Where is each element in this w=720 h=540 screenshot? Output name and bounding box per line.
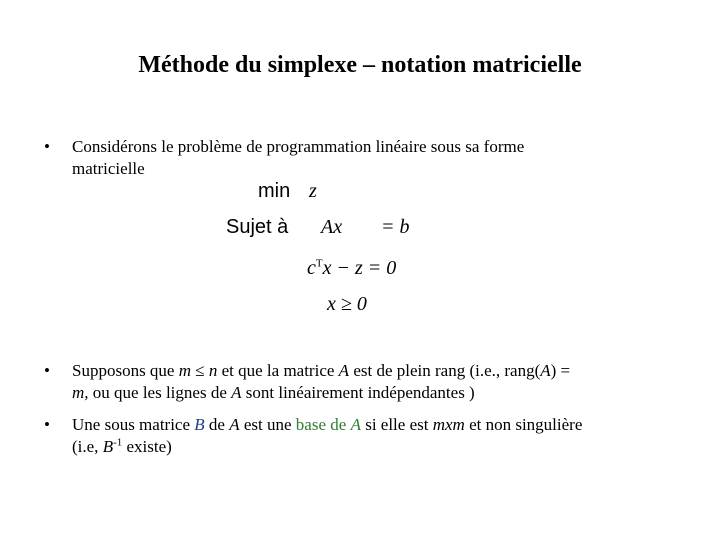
- base-de-A-highlight: [296, 415, 361, 434]
- text-span: ou que les lignes de: [88, 383, 232, 402]
- objective-variable: z: [309, 180, 317, 202]
- math-A: A: [350, 415, 361, 434]
- text-span: si elle est: [360, 415, 433, 434]
- math-A: A: [338, 361, 350, 380]
- inverse-superscript: -1: [113, 436, 123, 449]
- text-span: existe): [122, 437, 172, 456]
- text-span: base de: [295, 415, 351, 434]
- math-mxm: mxm: [432, 415, 465, 434]
- bullet-3-line-1: [72, 414, 582, 436]
- constraint-1-lhs: Ax: [321, 216, 343, 238]
- text-span: de: [204, 415, 230, 434]
- subject-to-label: Sujet à: [226, 216, 289, 238]
- slide-title: Méthode du simplexe – notation matricielle: [138, 52, 582, 78]
- text-span: sont linéairement indépendantes ): [241, 383, 475, 402]
- text-span: (i.e,: [72, 437, 103, 456]
- math-B: B: [102, 437, 114, 456]
- bullet-1-line-2: matricielle: [72, 159, 145, 178]
- math-m: m: [178, 361, 192, 380]
- bullet-marker: •: [44, 361, 50, 380]
- bullet-marker: •: [44, 415, 50, 434]
- nonnegativity-constraint: x ≥ 0: [327, 293, 367, 315]
- math-A: A: [540, 361, 551, 380]
- text-span: et que la matrice: [217, 361, 339, 380]
- text-span: Supposons que: [72, 361, 179, 380]
- text-span: et non singulière: [464, 415, 583, 434]
- objective-keyword: min: [258, 180, 291, 202]
- constraint-2: [307, 257, 396, 280]
- math-A: A: [229, 415, 240, 434]
- math-n: n: [208, 361, 218, 380]
- bullet-2-line-2: [72, 382, 570, 404]
- bullet-3-line-2: [72, 436, 582, 458]
- bullet-1-line-1: Considérons le problème de programmation linéaire sous sa forme: [72, 137, 525, 156]
- constraint-2-rest: x − z = 0: [322, 257, 397, 279]
- text-span: Une sous matrice: [72, 415, 195, 434]
- math-B: B: [194, 415, 205, 434]
- bullet-marker: •: [44, 137, 50, 156]
- constraint-1-rhs: = b: [381, 216, 410, 238]
- bullet-2-line-1: [72, 360, 570, 382]
- text-span: est une: [239, 415, 296, 434]
- text-span: ≤: [191, 361, 209, 380]
- text-span: est de plein rang (i.e., rang(: [349, 361, 541, 380]
- math-m: m,: [72, 383, 89, 402]
- math-A: A: [231, 383, 242, 402]
- text-span: ) =: [550, 361, 571, 380]
- transpose-superscript: T: [315, 257, 323, 270]
- constraint-2-c: c: [307, 257, 316, 279]
